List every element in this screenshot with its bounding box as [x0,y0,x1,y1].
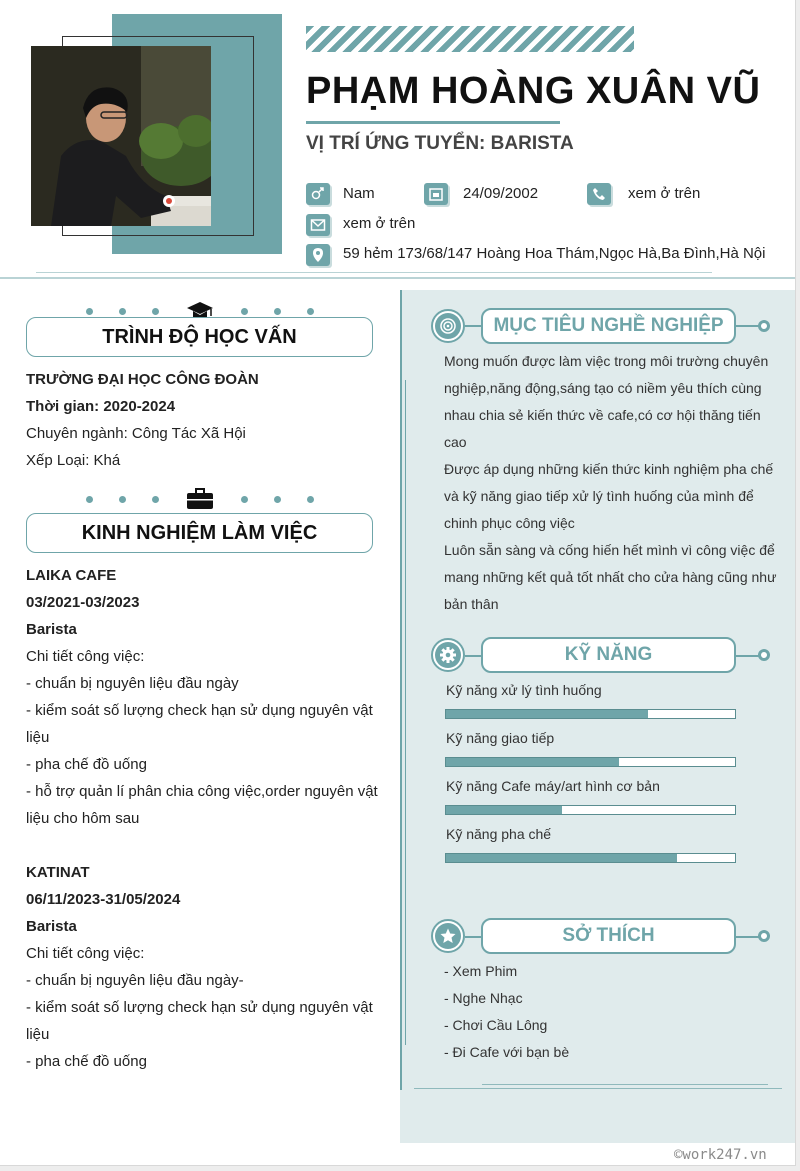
skill-bar-fill [446,758,619,766]
job-period: 06/11/2023-31/05/2024 [26,891,181,908]
job-role: Barista [26,621,77,638]
profile-photo [31,46,211,226]
objective-line: Được áp dụng những kiến thức kinh nghiệm pha chế [444,461,774,477]
watermark: ©work247.vn [674,1147,767,1163]
job-detail-line: liệu [26,1026,50,1043]
hobbies-tail-dot [758,930,770,942]
skill-bar [445,709,736,719]
experience-heading: KINH NGHIỆM LÀM VIỆC [26,513,373,553]
skill-label: Kỹ năng xử lý tình huống [446,682,602,698]
mail-icon [306,214,330,236]
header-divider-thin [36,272,712,273]
skill-bar [445,805,736,815]
objective-line: Luôn sẵn sàng và cống hiến hết mình vì công việc để [444,542,775,558]
objective-line: cao [444,434,467,450]
birthday-value: 24/09/2002 [463,185,539,202]
job-company: LAIKA CAFE [26,567,117,584]
objective-line: bản thân [444,596,499,612]
name-underline [306,121,560,124]
skill-bar [445,757,736,767]
skill-label: Kỹ năng pha chế [446,826,552,842]
skill-bar-fill [446,854,677,862]
gear-icon [435,642,461,668]
phone-icon [587,183,611,205]
skill-label: Kỹ năng giao tiếp [446,730,555,746]
objective-line: chinh phục công việc [444,515,575,531]
objective-heading: MỤC TIÊU NGHỀ NGHIỆP [481,308,736,344]
calendar-icon [424,183,448,205]
job-period: 03/2021-03/2023 [26,594,140,611]
job-detail-line: - chuẩn bị nguyên liệu đầu ngày- [26,972,244,989]
skills-heading: KỸ NĂNG [481,637,736,673]
objective-line: nhau chia sẻ kiến thức về cafe,có cơ hội thăng tiến [444,407,761,423]
experience-dots [86,488,314,510]
education-rank: Xếp Loại: Khá [26,452,121,469]
hobby-item: - Nghe Nhạc [444,990,523,1006]
job-detail-line: Chi tiết công việc: [26,945,145,962]
briefcase-icon [185,488,215,510]
objective-line: nghiệp,năng động,sáng tạo có niềm yêu thích cùng [444,380,762,396]
objective-badge [431,309,465,343]
skill-label: Kỹ năng Cafe máy/art hình cơ bản [446,778,660,794]
job-detail-line: - hỗ trợ quản lí phân chia công việc,order nguyên vật [26,783,378,800]
education-time: Thời gian: 2020-2024 [26,398,176,415]
education-school: TRƯỜNG ĐẠI HỌC CÔNG ĐOÀN [26,371,259,388]
hobbies-tail [736,936,760,938]
skill-bar-fill [446,806,562,814]
objective-line: và kỹ năng giao tiếp xử lý tình huống của mình để [444,488,754,504]
job-detail-line: - kiểm soát số lượng check hạn sử dụng nguyên vật [26,702,373,719]
position-title: VỊ TRÍ ỨNG TUYỂN: BARISTA [306,133,574,154]
objective-tail [736,325,760,327]
right-panel-border [400,290,402,1090]
right-panel-inner-line [405,380,406,1045]
job-detail-line: - kiểm soát số lượng check hạn sử dụng nguyên vật [26,999,373,1016]
gender-icon [306,183,330,205]
job-detail-line: liệu [26,729,50,746]
hobby-item: - Xem Phim [444,963,518,979]
objective-line: Mong muốn được làm việc trong môi trường chuyên [444,353,769,369]
job-detail-line: Chi tiết công việc: [26,648,145,665]
email-value: xem ở trên [343,215,416,232]
gender-value: Nam [343,185,375,202]
candidate-name: PHẠM HOÀNG XUÂN VŨ [306,70,761,112]
skills-tail-dot [758,649,770,661]
hobbies-heading: SỞ THÍCH [481,918,736,954]
job-detail-line: - pha chế đồ uống [26,1053,147,1070]
skill-bar [445,853,736,863]
education-heading: TRÌNH ĐỘ HỌC VẤN [26,317,373,357]
hobbies-badge [431,919,465,953]
education-major: Chuyên ngành: Công Tác Xã Hội [26,425,246,442]
job-role: Barista [26,918,77,935]
objective-tail-dot [758,320,770,332]
skill-bar-fill [446,710,648,718]
header-stripes [306,26,634,52]
hobby-item: - Chơi Cầu Lông [444,1017,548,1033]
right-bottom-line [414,1088,782,1089]
target-icon [435,313,461,339]
hobby-item: - Đi Cafe với bạn bè [444,1044,570,1060]
right-bottom-line-inner [482,1084,768,1085]
address-value: 59 hẻm 173/68/147 Hoàng Hoa Thám,Ngọc Hà,Ba Đình,Hà Nội [343,245,766,262]
skills-tail [736,655,760,657]
skills-badge [431,638,465,672]
job-detail-line: - pha chế đồ uống [26,756,147,773]
job-company: KATINAT [26,864,90,881]
job-detail-line: liệu cho hôm sau [26,810,140,827]
location-icon [306,244,330,266]
job-detail-line: - chuẩn bị nguyên liệu đầu ngày [26,675,239,692]
star-icon [435,923,461,949]
header-divider [0,277,796,279]
phone-value: xem ở trên [628,185,701,202]
objective-line: mang những kết quả tốt nhất cho cửa hàng cũng như [444,569,777,585]
